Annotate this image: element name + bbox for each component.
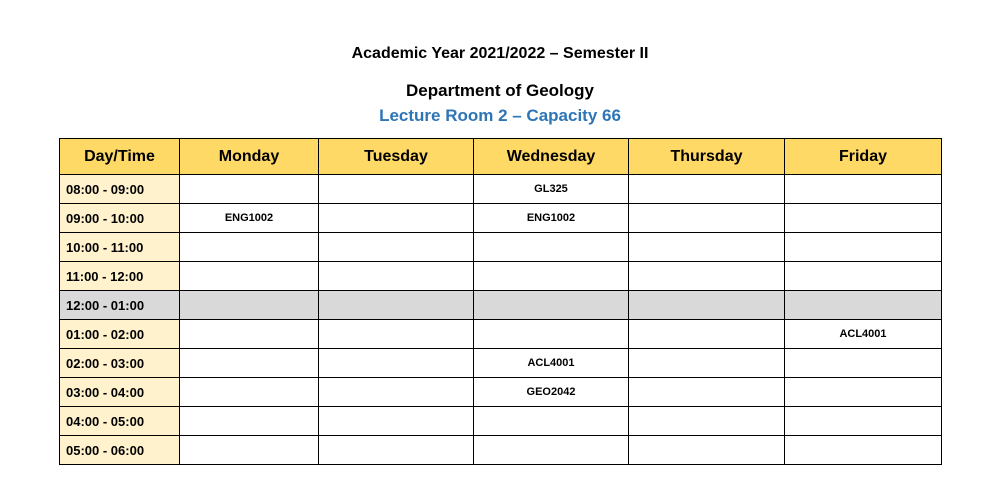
table-row: [60, 349, 942, 378]
table-row-break: [60, 291, 942, 320]
time-slot: 03:00 - 04:00: [60, 378, 180, 407]
friday-cell: [785, 233, 942, 262]
time-slot: 09:00 - 10:00: [60, 204, 180, 233]
tuesday-cell: [319, 175, 474, 204]
thursday-cell: [629, 320, 785, 349]
monday-cell: ENG1002: [180, 204, 319, 233]
friday-cell: [785, 349, 942, 378]
friday-cell: [785, 204, 942, 233]
monday-cell: [180, 436, 319, 465]
table-row: [60, 407, 942, 436]
wednesday-cell: [474, 233, 629, 262]
tuesday-cell: [319, 233, 474, 262]
table-row: [60, 204, 942, 233]
thursday-cell: [629, 233, 785, 262]
header-tuesday: Tuesday: [319, 139, 474, 175]
tuesday-cell: [319, 436, 474, 465]
tuesday-cell: [319, 320, 474, 349]
time-slot: 11:00 - 12:00: [60, 262, 180, 291]
time-slot: 02:00 - 03:00: [60, 349, 180, 378]
thursday-cell: [629, 175, 785, 204]
room-heading: Lecture Room 2 – Capacity 66: [379, 106, 621, 125]
friday-cell: [785, 175, 942, 204]
thursday-cell: [629, 436, 785, 465]
time-slot: 12:00 - 01:00: [60, 291, 180, 320]
thursday-cell: [629, 407, 785, 436]
monday-cell: [180, 349, 319, 378]
academic-year-heading: Academic Year 2021/2022 – Semester II: [351, 45, 649, 62]
wednesday-cell: [474, 262, 629, 291]
friday-cell: ACL4001: [785, 320, 942, 349]
friday-cell: [785, 291, 942, 320]
tuesday-cell: [319, 407, 474, 436]
monday-cell: [180, 233, 319, 262]
thursday-cell: [629, 349, 785, 378]
header-wednesday: Wednesday: [474, 139, 629, 175]
wednesday-cell: [474, 291, 629, 320]
wednesday-cell: [474, 436, 629, 465]
header-thursday: Thursday: [629, 139, 785, 175]
wednesday-cell: GL325: [474, 175, 629, 204]
time-slot: 05:00 - 06:00: [60, 436, 180, 465]
header-monday: Monday: [180, 139, 319, 175]
time-slot: 10:00 - 11:00: [60, 233, 180, 262]
table-row: [60, 262, 942, 291]
friday-cell: [785, 378, 942, 407]
wednesday-cell: ACL4001: [474, 349, 629, 378]
thursday-cell: [629, 378, 785, 407]
friday-cell: [785, 262, 942, 291]
tuesday-cell: [319, 204, 474, 233]
tuesday-cell: [319, 291, 474, 320]
timetable-header-row: [60, 139, 942, 175]
monday-cell: [180, 262, 319, 291]
time-slot: 04:00 - 05:00: [60, 407, 180, 436]
department-heading: Department of Geology: [406, 81, 594, 100]
time-slot: 08:00 - 09:00: [60, 175, 180, 204]
tuesday-cell: [319, 349, 474, 378]
table-row: [60, 233, 942, 262]
wednesday-cell: GEO2042: [474, 378, 629, 407]
friday-cell: [785, 436, 942, 465]
monday-cell: [180, 378, 319, 407]
wednesday-cell: ENG1002: [474, 204, 629, 233]
friday-cell: [785, 407, 942, 436]
table-row: [60, 436, 942, 465]
monday-cell: [180, 320, 319, 349]
thursday-cell: [629, 204, 785, 233]
monday-cell: [180, 291, 319, 320]
timetable: [59, 138, 942, 465]
wednesday-cell: [474, 320, 629, 349]
thursday-cell: [629, 291, 785, 320]
monday-cell: [180, 407, 319, 436]
table-row: [60, 320, 942, 349]
table-row: [60, 378, 942, 407]
thursday-cell: [629, 262, 785, 291]
tuesday-cell: [319, 262, 474, 291]
tuesday-cell: [319, 378, 474, 407]
table-row: [60, 175, 942, 204]
monday-cell: [180, 175, 319, 204]
header-day-time: Day/Time: [60, 139, 180, 175]
time-slot: 01:00 - 02:00: [60, 320, 180, 349]
wednesday-cell: [474, 407, 629, 436]
header-friday: Friday: [785, 139, 942, 175]
